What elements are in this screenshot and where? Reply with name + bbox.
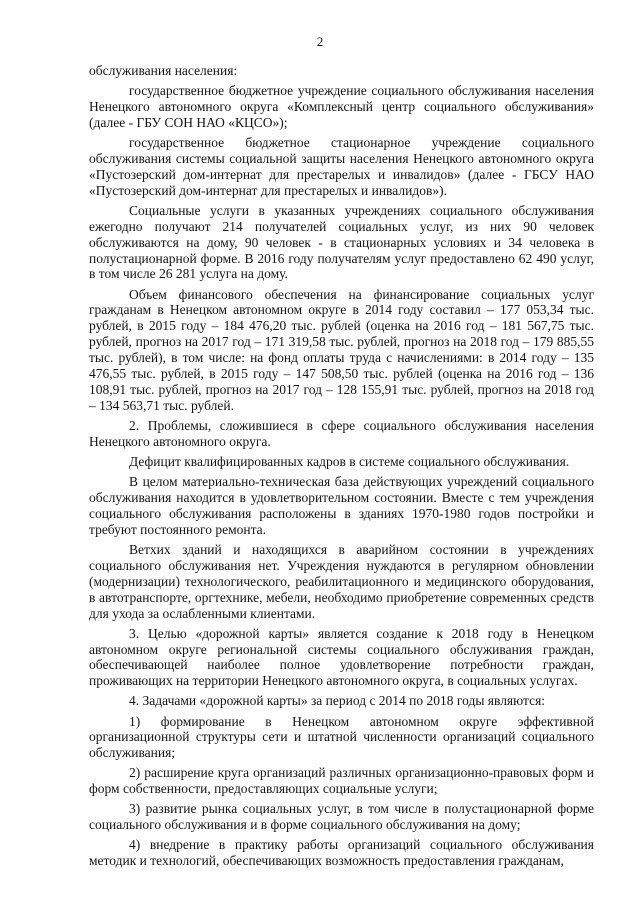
paragraph-task-3: 3) развитие рынка социальных услуг, в том числе в полустационарной форме социального обслуживания и в форме социального обслуживания на дому; — [89, 801, 594, 833]
paragraph-staff-deficit: Дефицит квалифицированных кадров в системе социального обслуживания. — [129, 453, 570, 469]
paragraph-buildings: Ветхих зданий и находящихся в аварийном состоянии в учреждениях социального обслуживания нет. Учреждения нуждаются в регулярном обновлении (модернизации) технологического, реабилитационного и медицинского оборудования, в автотранспорте, оргтехнике, мебели, необходимо приобретение современных средств для ухода за ослабленными клиентами. — [89, 541, 594, 621]
paragraph-goal: 3. Целью «дорожной карты» является создание к 2018 году в Ненецком автономном округе региональной системы социального обслуживания граждан, обеспечивающей наиболее полное удовлетворение потребности граждан, проживающих на территории Ненецкого автономного округа, в социальных услугах. — [89, 625, 594, 689]
paragraph-tasks-heading: 4. Задачами «дорожной карты» за период с 2014 по 2018 годы являются: — [129, 693, 546, 709]
paragraph-task-1: 1) формирование в Ненецком автономном округе эффективной организационной структуры сети и штатной численности организаций социального обслуживания; — [89, 713, 594, 761]
paragraph-problems-heading: 2. Проблемы, сложившиеся в сфере социального обслуживания населения Ненецкого автономного округа. — [89, 417, 594, 449]
paragraph-material-base: В целом материально-техническая база действующих учреждений социального обслуживания находится в удовлетворительном состоянии. Вместе с тем учреждения социального обслуживания расположены в зданиях 1970-1980 годов постройки и требуют постоянного ремонта. — [89, 474, 594, 537]
paragraph-financing: Объем финансового обеспечения на финансирование социальных услуг гражданам в Ненецком автономном округе в 2014 году составил – 177 053,34 тыс. рублей, в 2015 году – 184 476,20 тыс. рублей (оценка на 2016 год – 181 567,75 тыс. рублей, прогноз на 2017 год – 171 319,58 тыс. рублей, прогноз на 2018 год – 179 885,55 тыс. рублей), в том числе: на фонд оплаты труда с начислениями: в 2014 году – 135 476,55 тыс. рублей, в 2015 году – 147 508,50 тыс. рублей (оценка на 2016 год – 136 108,91 тыс. рублей, прогноз на 2017 год – 128 155,91 тыс. рублей, прогноз на 2018 год – 134 563,71 тыс. рублей. — [89, 286, 594, 413]
paragraph-intro-continuation: обслуживания населения: — [89, 63, 238, 78]
paragraph-pustozersky: государственное бюджетное стационарное учреждение социального обслуживания системы социальной защиты населения Ненецкого автономного округа «Пустозерский дом-интернат для престарелых и инвалидов» (далее - ГБСУ НАО «Пустозерский дом-интернат для престарелых и инвалидов»). — [89, 135, 594, 198]
page-number: 2 — [316, 34, 324, 49]
paragraph-kcso: государственное бюджетное учреждение социального обслуживания населения Ненецкого автономного округа «Комплексный центр социального обслуживания» (далее - ГБУ СОН НАО «КЦСО»); — [89, 83, 594, 130]
paragraph-task-4: 4) внедрение в практику работы организаций социального обслуживания методик и технологий, обеспечивающих возможность предоставления гражданам, — [89, 837, 594, 869]
paragraph-task-2: 2) расширение круга организаций различных организационно-правовых форм и форм собственности, предоставляющих социальные услуги; — [89, 765, 594, 797]
document-body — [89, 63, 594, 873]
paragraph-recipients: Социальные услуги в указанных учреждениях социального обслуживания ежегодно получают 214 получателей социальных услуг, из них 90 человек обслуживаются на дому, 90 человек - в стационарных условиях и 34 человека в полустационарной форме. В 2016 году получателям услуг предоставлено 62 490 услуг, в том числе 26 281 услуга на дому. — [89, 202, 594, 282]
